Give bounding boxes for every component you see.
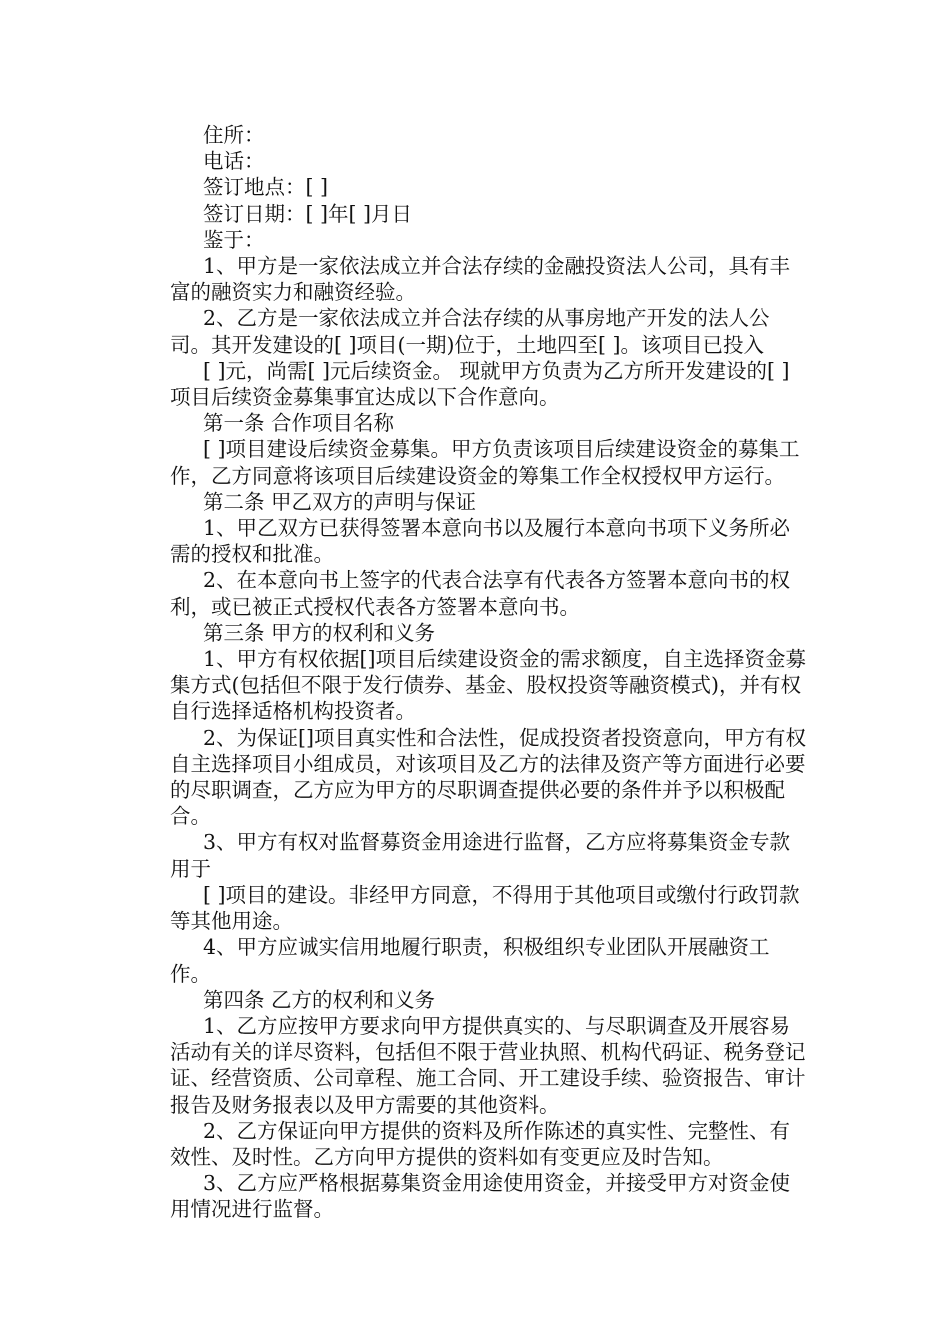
- article-3-paragraph-4: 4、甲方应诚实信用地履行职责，积极组织专业团队开展融资工作。: [170, 935, 770, 986]
- article-3-paragraph-2: 2、为保证[]项目真实性和合法性，促成投资者投资意向，甲方有权自主选择项目小组成员，对该项目及乙方的法律及资产等方面进行必要的尽职调查，乙方应为甲方的尽职调查提供必要的条件并予以积极配合。: [170, 725, 807, 829]
- article-1-paragraph: [ ]项目建设后续资金募集。甲方负责该项目后续建设资金的募集工作，乙方同意将该项目后续建设资金的筹集工作全权授权甲方运行。: [170, 437, 800, 488]
- article-2-paragraph-1: 1、甲乙双方已获得签署本意向书以及履行本意向书项下义务所必需的授权和批准。: [170, 516, 791, 567]
- article-4-paragraph-3: 3、乙方应严格根据募集资金用途使用资金，并接受甲方对资金使用情况进行监督。: [170, 1171, 791, 1222]
- whereas-paragraph-2: 2、乙方是一家依法成立并合法存续的从事房地产开发的法人公司。其开发建设的[ ]项目(一期)位于，土地四至[ ]。该项目已投入: [170, 306, 770, 357]
- document-body: [170, 122, 810, 1223]
- address-line: 住所：: [203, 123, 265, 147]
- phone-line: 电话：: [203, 149, 265, 174]
- article-3-heading: 第三条 甲方的权利和义务: [203, 620, 436, 645]
- whereas-paragraph-2-continued: [ ]元，尚需[ ]元后续资金。 现就甲方负责为乙方所开发建设的[ ]项目后续资金募集事宜达成以下合作意向。: [170, 358, 790, 410]
- article-4-paragraph-1: 1、乙方应按甲方要求向甲方提供真实的、与尽职调查及开展容易活动有关的详尽资料，包括但不限于营业执照、机构代码证、税务登记证、经营资质、公司章程、施工合同、开工建设手续、验资报告、审计报告及财务报表以及甲方需要的其他资料。: [170, 1013, 806, 1117]
- article-3-paragraph-3: 3、甲方有权对监督募资金用途进行监督，乙方应将募集资金专款用于: [170, 830, 791, 881]
- article-3-paragraph-1: 1、甲方有权依据[]项目后续建设资金的需求额度，自主选择资金募集方式(包括但不限于发行债券、基金、股权投资等融资模式)，并有权自行选择适格机构投资者。: [170, 647, 807, 724]
- signing-date-line: 签订日期：[ ]年[ ]月日: [203, 201, 413, 226]
- signing-place-line: 签订地点：[ ]: [203, 175, 329, 200]
- article-3-paragraph-3-continued: [ ]项目的建设。非经甲方同意，不得用于其他项目或缴付行政罚款等其他用途。: [170, 882, 800, 934]
- article-1-heading: 第一条 合作项目名称: [203, 411, 395, 436]
- article-2-paragraph-2: 2、在本意向书上签字的代表合法享有代表各方签署本意向书的权利，或已被正式授权代表各方签署本意向书。: [170, 568, 791, 619]
- article-4-paragraph-2: 2、乙方保证向甲方提供的资料及所作陈述的真实性、完整性、有效性、及时性。乙方向甲方提供的资料如有变更应及时告知。: [170, 1118, 791, 1169]
- whereas-paragraph-1: 1、甲方是一家依法成立并合法存续的金融投资法人公司，具有丰富的融资实力和融资经验。: [170, 254, 791, 305]
- article-4-heading: 第四条 乙方的权利和义务: [203, 987, 436, 1012]
- whereas-heading: 鉴于：: [203, 227, 265, 252]
- article-2-heading: 第二条 甲乙双方的声明与保证: [203, 489, 477, 514]
